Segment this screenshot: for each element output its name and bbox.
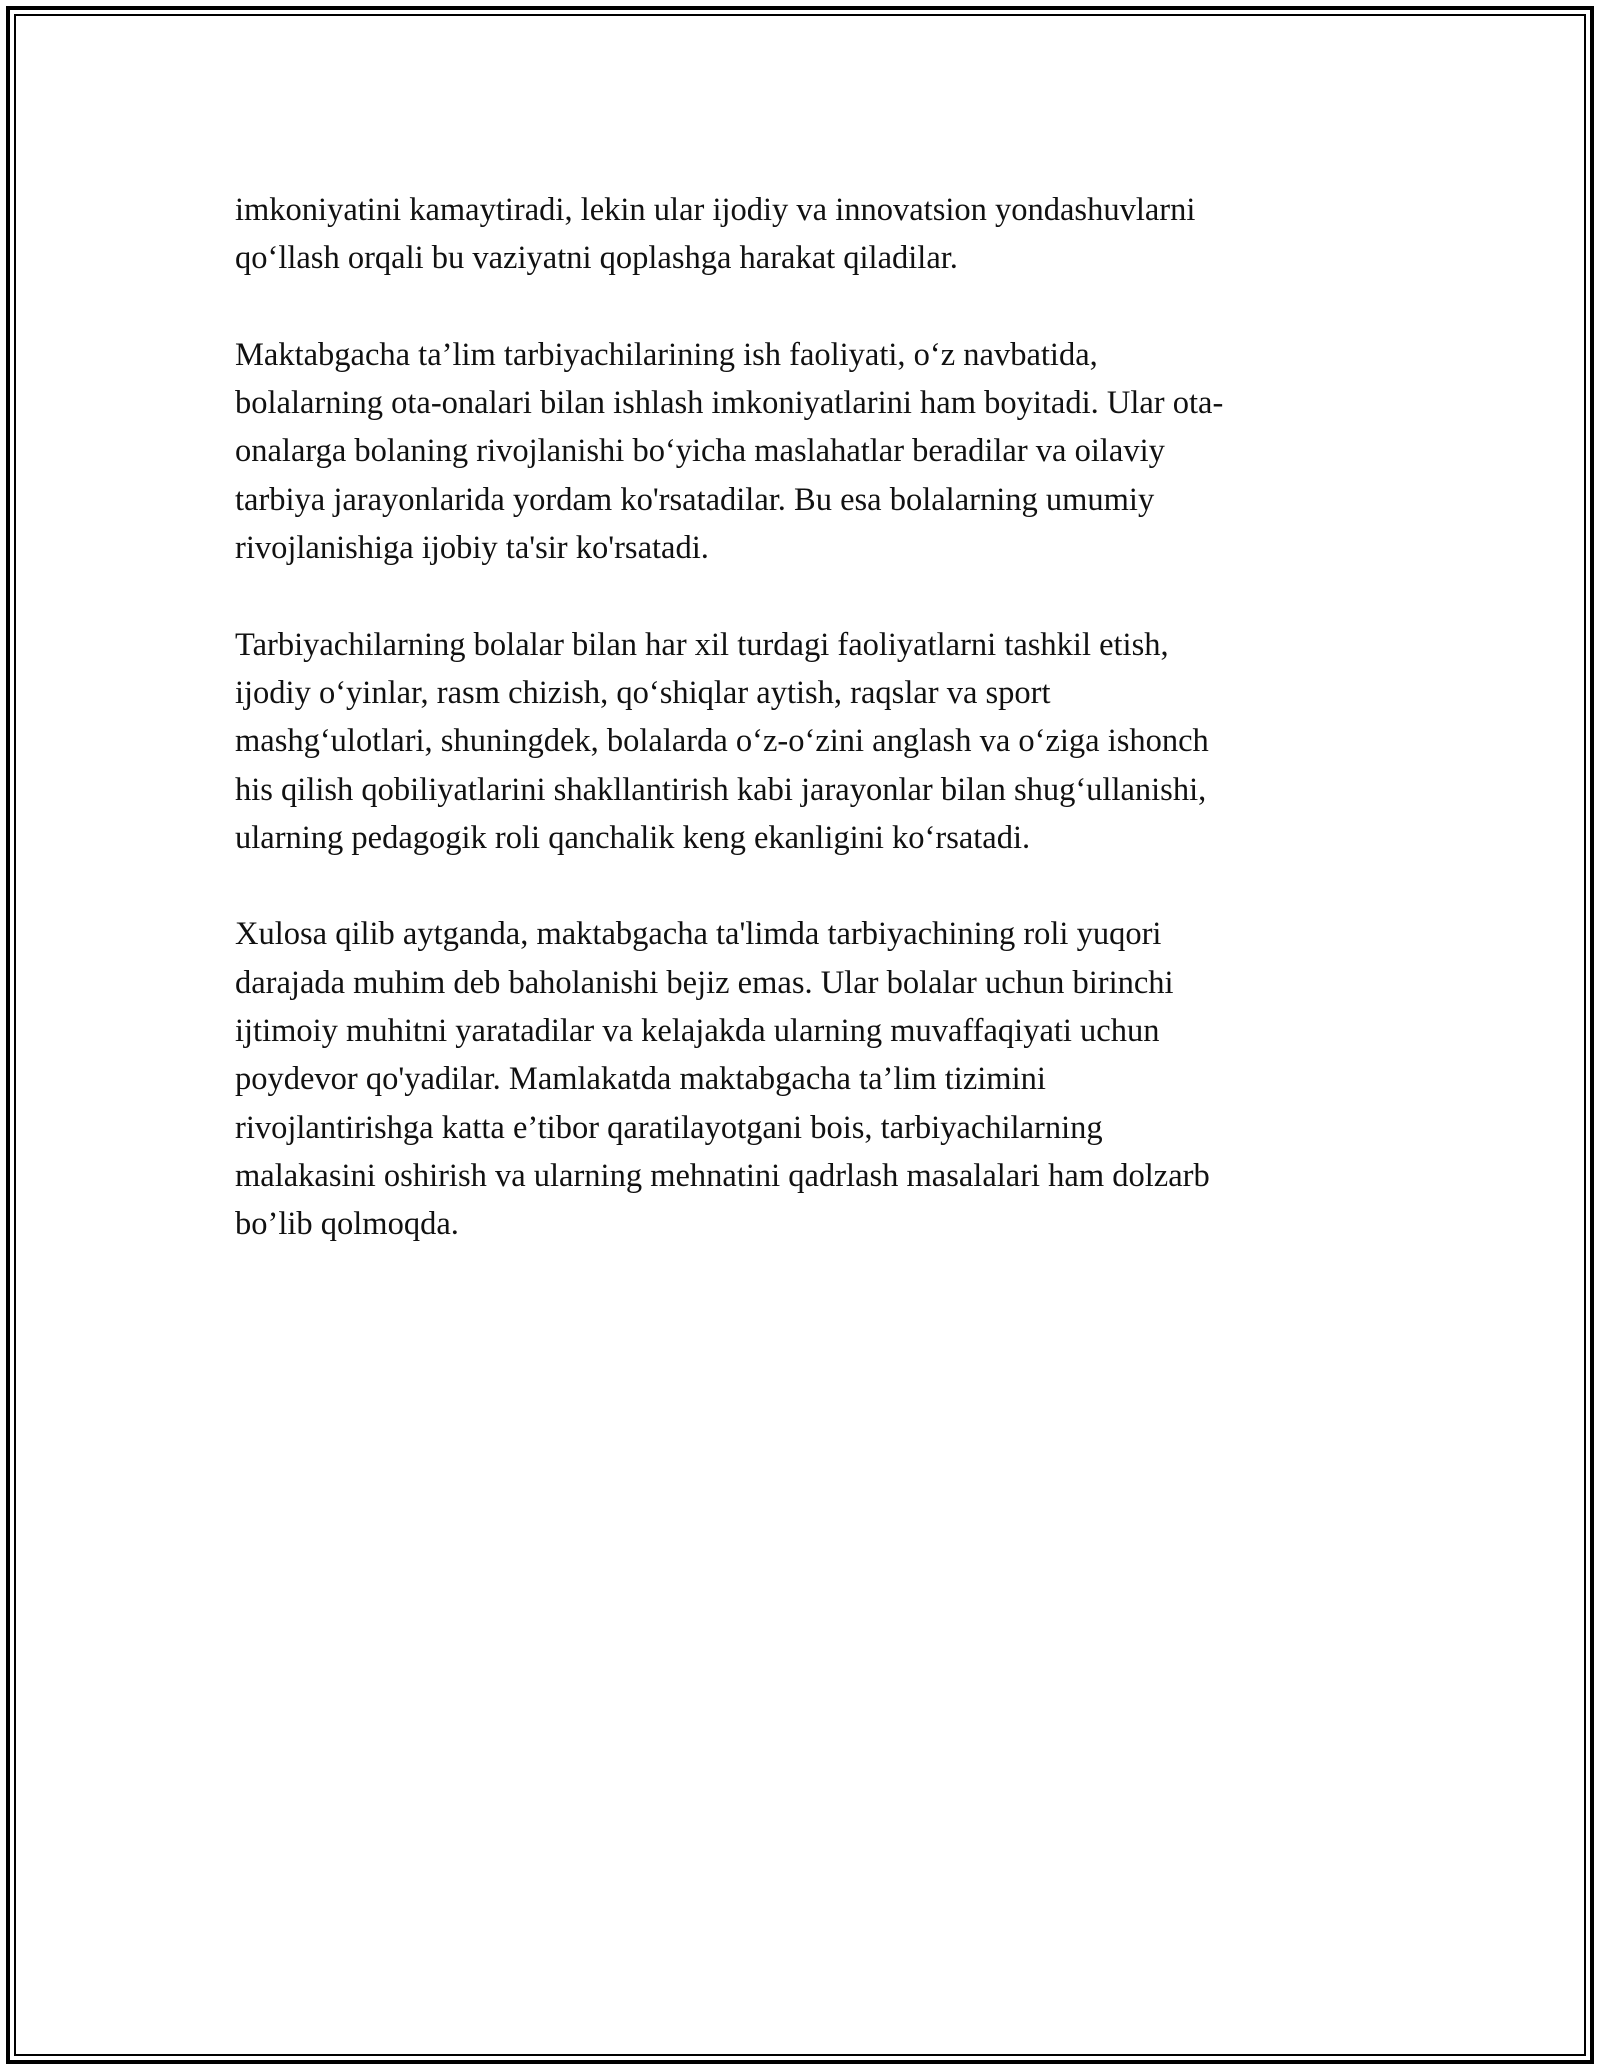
text-line: Xulosa qilib aytganda, maktabgacha ta'limda tarbiyachining roli yuqori (235, 916, 1162, 953)
text-line: malakasini oshirish va ularning mehnatini qadrlash masalalari ham dolzarb (235, 1157, 1210, 1194)
text-line: imkoniyatini kamaytiradi, lekin ular ijodiy va innovatsion yondashuvlarni (235, 192, 1196, 228)
document-body (235, 186, 1355, 1297)
text-line: bolalarning ota-onalari bilan ishlash imkoniyatlarini ham boyitadi. Ular ota- (235, 385, 1224, 422)
paragraph-4 (235, 910, 1355, 1248)
text-line: his qilish qobiliyatlarini shakllantirish kabi jarayonlar bilan shug‘ullanishi, (235, 771, 1207, 808)
text-line: mashg‘ulotlari, shuningdek, bolalarda o‘z-o‘zini anglash va o‘ziga ishonch (235, 723, 1209, 760)
text-line: Tarbiyachilarning bolalar bilan har xil turdagi faoliyatlarni tashkil etish, (235, 626, 1169, 663)
paragraph-2 (235, 331, 1355, 572)
text-line: bo’lib qolmoqda. (235, 1206, 459, 1243)
paragraph-1 (235, 186, 1355, 283)
text-line: tarbiya jarayonlarida yordam ko'rsatadilar. Bu esa bolalarning umumiy (235, 481, 1155, 518)
text-line: ijtimoiy muhitni yaratadilar va kelajakda ularning muvaffaqiyati uchun (235, 1013, 1160, 1050)
text-line: Maktabgacha ta’lim tarbiyachilarining ish faoliyati, o‘z navbatida, (235, 336, 1098, 373)
text-line: onalarga bolaning rivojlanishi bo‘yicha maslahatlar beradilar va oilaviy (235, 433, 1165, 470)
text-line: ularning pedagogik roli qanchalik keng ekanligini ko‘rsatadi. (235, 819, 1031, 856)
text-line: qo‘llash orqali bu vaziyatni qoplashga harakat qiladilar. (235, 240, 958, 277)
text-line: ijodiy o‘yinlar, rasm chizish, qo‘shiqlar aytish, raqslar va sport (235, 674, 1051, 711)
paragraph-3 (235, 621, 1355, 862)
text-line: poydevor qo'yadilar. Mamlakatda maktabgacha ta’lim tizimini (235, 1061, 1046, 1098)
text-line: rivojlanishiga ijobiy ta'sir ko'rsatadi. (235, 530, 709, 567)
text-line: rivojlantirishga katta e’tibor qaratilayotgani bois, tarbiyachilarning (235, 1109, 1103, 1146)
text-line: darajada muhim deb baholanishi bejiz emas. Ular bolalar uchun birinchi (235, 964, 1174, 1001)
